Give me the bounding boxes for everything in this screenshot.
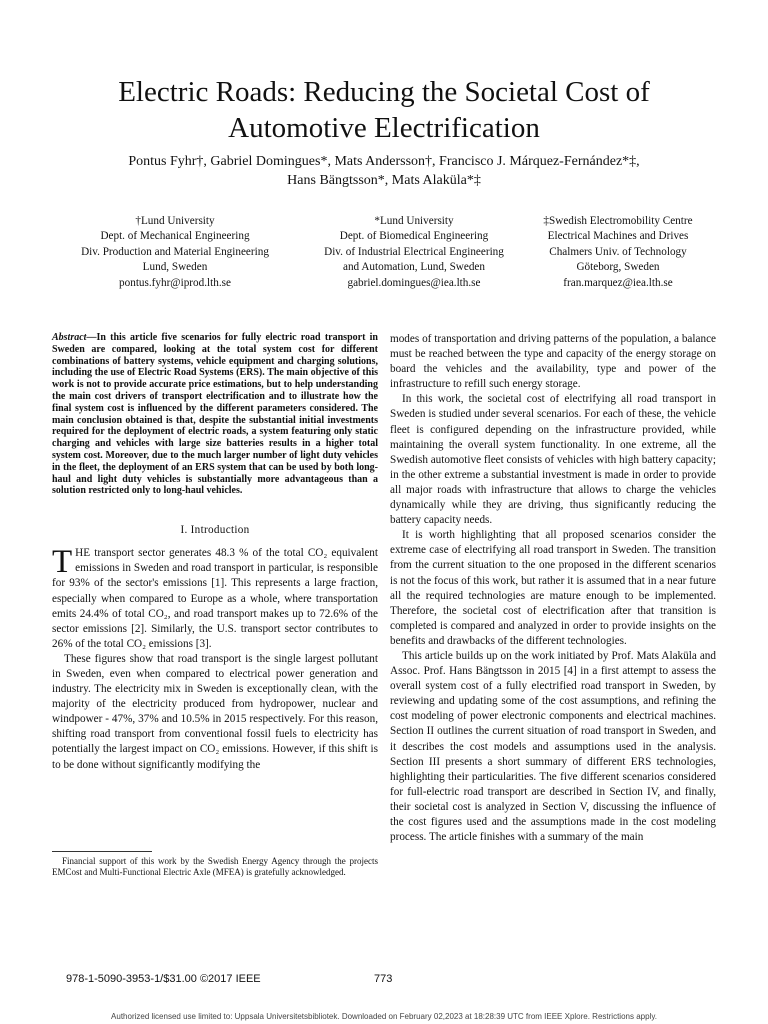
body-paragraph: It is worth highlighting that all proposed scenarios consider the extreme case of electrifying all road transport in Sweden. The transition from the current situation to the one proposed in the different scenarios is not the focus of this work, but rather it is assumed that in a near future all the required technologies are mature enough to be implemented. Therefore, the societal cost of electrification after that transition is completed is compared and analyzed in order to provide insights on the benefits and drawbacks of the different technologies. <box>390 529 716 647</box>
paper-title <box>40 74 728 146</box>
affiliation-line: Göteborg, Sweden <box>576 261 660 274</box>
footnote: Financial support of this work by the Swedish Energy Agency through the projects EMCost and Multi-Functional Electric Axle (MFEA) is gratefully acknowledged. <box>52 856 378 877</box>
title-line: Electric Roads: Reducing the Societal Cost of <box>118 76 650 108</box>
affiliation-line: and Automation, Lund, Sweden <box>342 261 485 274</box>
affiliation-line: Div. of Industrial Electrical Engineering <box>324 245 504 258</box>
intro-paragraph: These figures show that road transport is the single largest pollutant in Sweden, even when compared to electrical power generation and industry. The electricity mix in Sweden is exceptionally clean, with the majority of the electricity produced from hydropower, nuclear and windpower - 47%, 37% and 10.5% in 2015 respectively. For this reason, shifting road transport from conventional fossil fuels to electricity has potentially the largest impact on CO₂ emissions. However, if this shift is to be done without significantly modifying the <box>52 652 378 771</box>
body-paragraph: In this work, the societal cost of electrifying all road transport in Sweden is studied under several scenarios. For each of these, the vehicle fleet is configured depending on the infrastructure provided, while maintaining the overall system functionality. In one extreme, all the Swedish automotive fleet consists of vehicles with high battery capacity; in the other extreme a substantial investment is made in order to provide all major roads with infrastructure that allows to charge the vehicles dynamically while they are driving, thus significantly reducing the battery capacity needs. <box>390 393 716 527</box>
affiliation-line: Lund, Sweden <box>142 261 208 274</box>
affiliation-electromobility-centre <box>518 214 718 291</box>
body-paragraph: This article builds up on the work initiated by Prof. Mats Alaküla and Assoc. Prof. Hans Bängtsson in 2015 [4] in a first attempt to assess the overall system cost of a fully electrified road transport in Sweden, by reviewing and updating some of the cost assumptions, and refining the cost modeling of power electronic components and electrical machines. Section II outlines the current situation of road transport in Sweden, and it describes the cost models and assumptions used in the analysis. Section III presents a short summary of different ERS technologies, highlighting their particularities. The five different scenarios considered for full-electric road transport are described in Section IV, and finally, their societal cost is analyzed in Section V, discussing the influence of the cost figures used and the assumptions made in the cost modeling process. The article finishes with a summary of the main <box>390 649 716 844</box>
affiliation-line: ‡Swedish Electromobility Centre <box>543 215 693 227</box>
affiliation-line: *Lund University <box>374 215 454 227</box>
affiliation-line: Dept. of Biomedical Engineering <box>339 230 489 243</box>
section-heading-introduction: I. Introduction <box>180 524 250 537</box>
intro-paragraph-text: HE transport sector generates 48.3 % of the total CO₂ equivalent emissions in Sweden and road transport in particular, is responsible for 93% of the sector's emissions [1]. This represents a large fraction, especially when compared to Europe as a whole, where transportation emits 24.4% of total CO₂, and road transport makes up to 72.6% of the sector emissions [2]. Similarly, the U.S. transport sector contributes to 26% of the total CO₂ emissions [3]. <box>52 547 378 650</box>
body-paragraph: modes of transportation and driving patterns of the population, a balance must be reached between the type and capacity of the energy storage on board the vehicles and the availability, type and power of the infrastructure to refill such energy storage. <box>390 333 716 391</box>
affiliation-line: †Lund University <box>135 215 215 227</box>
affiliation-email[interactable]: gabriel.domingues@iea.lth.se <box>347 276 481 289</box>
title-line: Automotive Electrification <box>228 112 540 144</box>
footer-copyright: 978-1-5090-3953-1/$31.00 ©2017 IEEE <box>66 973 261 985</box>
affiliation-line: Div. Production and Material Engineering <box>81 245 269 258</box>
license-notice: Authorized licensed use limited to: Uppsala Universitetsbibliotek. Downloaded on February 02,2023 at 18:28:39 UTC from IEEE Xplore. Restrictions apply. <box>111 1012 657 1021</box>
authors-line: Pontus Fyhr†, Gabriel Domingues*, Mats Andersson†, Francisco J. Márquez-Fernández*‡, <box>128 154 640 169</box>
footnote-divider <box>52 851 152 852</box>
left-column <box>52 332 378 773</box>
abstract-text: —In this article five scenarios for fully electric road transport in Sweden are compared, looking at the total system cost for different combinations of battery systems, vehicle equipment and charging solutions, including the use of Electric Road Systems (ERS). The main objective of this work is not to provide accurate price estimations, but to help understanding the main cost drivers of transport electrification and to illustrate how the final system cost is influenced by the different parameters considered. The main conclusion obtained is that, despite the substantial initial investments required for the deployment of electric roads, a system featuring only static charging and vehicles with large size batteries results in a higher total system cost. Moreover, due to the much larger number of light duty vehicles in the fleet, the deployment of an ERS system that can be used by both long-haul and light duty vehicles is substantially more advantageous than a solution restricted only to long-haul vehicles. <box>52 332 378 497</box>
drop-cap: T <box>52 544 73 581</box>
affiliation-email[interactable]: fran.marquez@iea.lth.se <box>563 276 673 289</box>
authors-line: Hans Bängtsson*, Mats Alaküla*‡ <box>287 173 481 188</box>
abstract-lead: Abstract <box>52 332 87 343</box>
affiliation-line: Dept. of Mechanical Engineering <box>100 230 250 243</box>
intro-paragraph <box>52 546 378 652</box>
affiliation-lund-mechanical <box>60 214 290 291</box>
affiliation-line: Chalmers Univ. of Technology <box>549 245 687 258</box>
affiliation-email[interactable]: pontus.fyhr@iprod.lth.se <box>119 276 231 289</box>
affiliation-line: Electrical Machines and Drives <box>547 230 689 243</box>
abstract <box>52 332 378 497</box>
affiliation-lund-biomedical <box>299 214 529 291</box>
author-list <box>40 152 728 190</box>
page-number: 773 <box>374 973 393 985</box>
right-column <box>390 332 716 845</box>
